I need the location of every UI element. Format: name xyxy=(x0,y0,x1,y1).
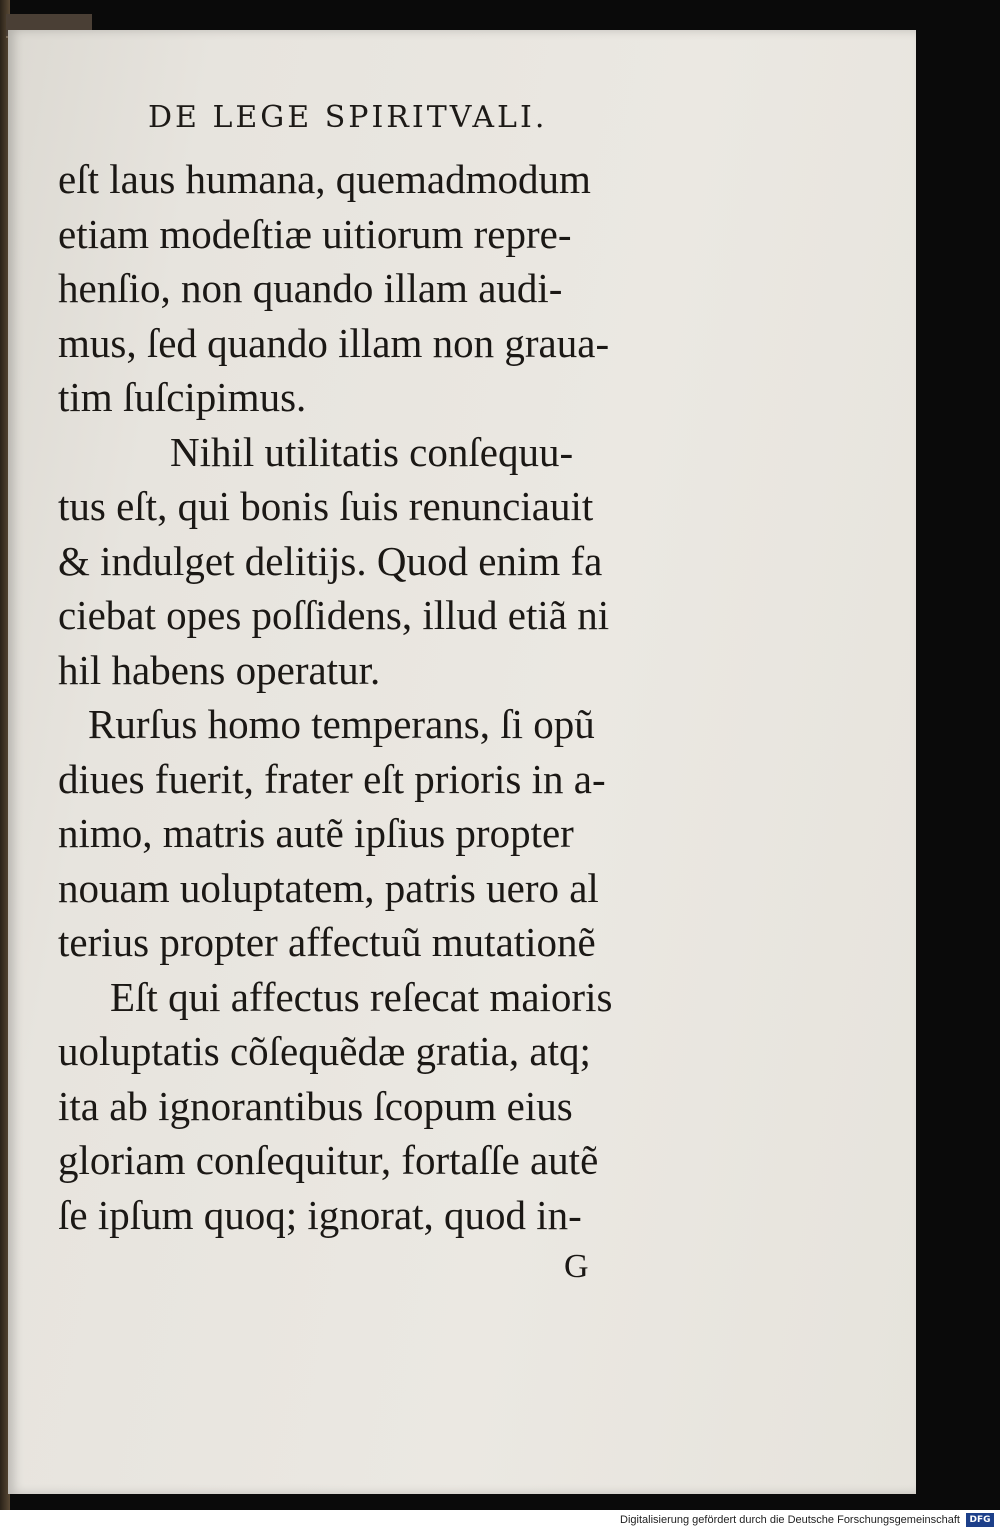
text-line: diues fuerit, frater eſt prioris in a‑ xyxy=(58,755,606,802)
running-head: DE LEGE SPIRITVALI. xyxy=(148,100,548,135)
text-line: terius propter affectuũ mutationẽ xyxy=(58,919,596,965)
text-line: gloriam conſequitur, fortaſſe autẽ xyxy=(58,1137,599,1183)
signature-mark: G xyxy=(564,1248,589,1285)
text-line: Rurſus homo temperans, ſi opũ xyxy=(88,701,595,747)
dfg-logo-icon[interactable]: DFG xyxy=(966,1513,994,1527)
text-line: ciebat opes poſſidens, illud etiã ni xyxy=(58,592,610,638)
text-line: ſe ipſum quoq; ignorat, quod in‑ xyxy=(58,1191,582,1238)
text-line: & indulget delitijs. Quod enim fa xyxy=(58,537,603,584)
text-line: uoluptatis cõſequẽdæ gratia, atq; xyxy=(58,1028,591,1074)
text-line: Nihil utilitatis conſequu‑ xyxy=(170,428,574,475)
text-line: eſt laus humana, quemadmodum xyxy=(58,156,591,202)
text-line: etiam modeſtiæ uitiorum repre‑ xyxy=(58,210,572,257)
body-text xyxy=(58,152,708,1242)
funding-credit: Digitalisierung gefördert durch die Deutsche Forschungsgemeinschaft xyxy=(620,1514,960,1526)
text-line: Eſt qui affectus reſecat maioris xyxy=(110,973,613,1020)
text-line: hil habens operatur. xyxy=(58,646,381,693)
footer-bar xyxy=(0,1510,1000,1531)
text-line: nouam uoluptatem, patris uero al xyxy=(58,864,599,911)
text-line: henſio, non quando illam audi‑ xyxy=(58,265,563,311)
text-line: mus, ſed quando illam non graua‑ xyxy=(58,319,610,366)
text-line: nimo, matris autẽ ipſius propter xyxy=(58,810,574,856)
text-line: ita ab ignorantibus ſcopum eius xyxy=(58,1082,573,1129)
text-line: tus eſt, qui bonis ſuis renunciauit xyxy=(58,483,594,529)
text-line: tim ſuſcipimus. xyxy=(58,374,307,420)
